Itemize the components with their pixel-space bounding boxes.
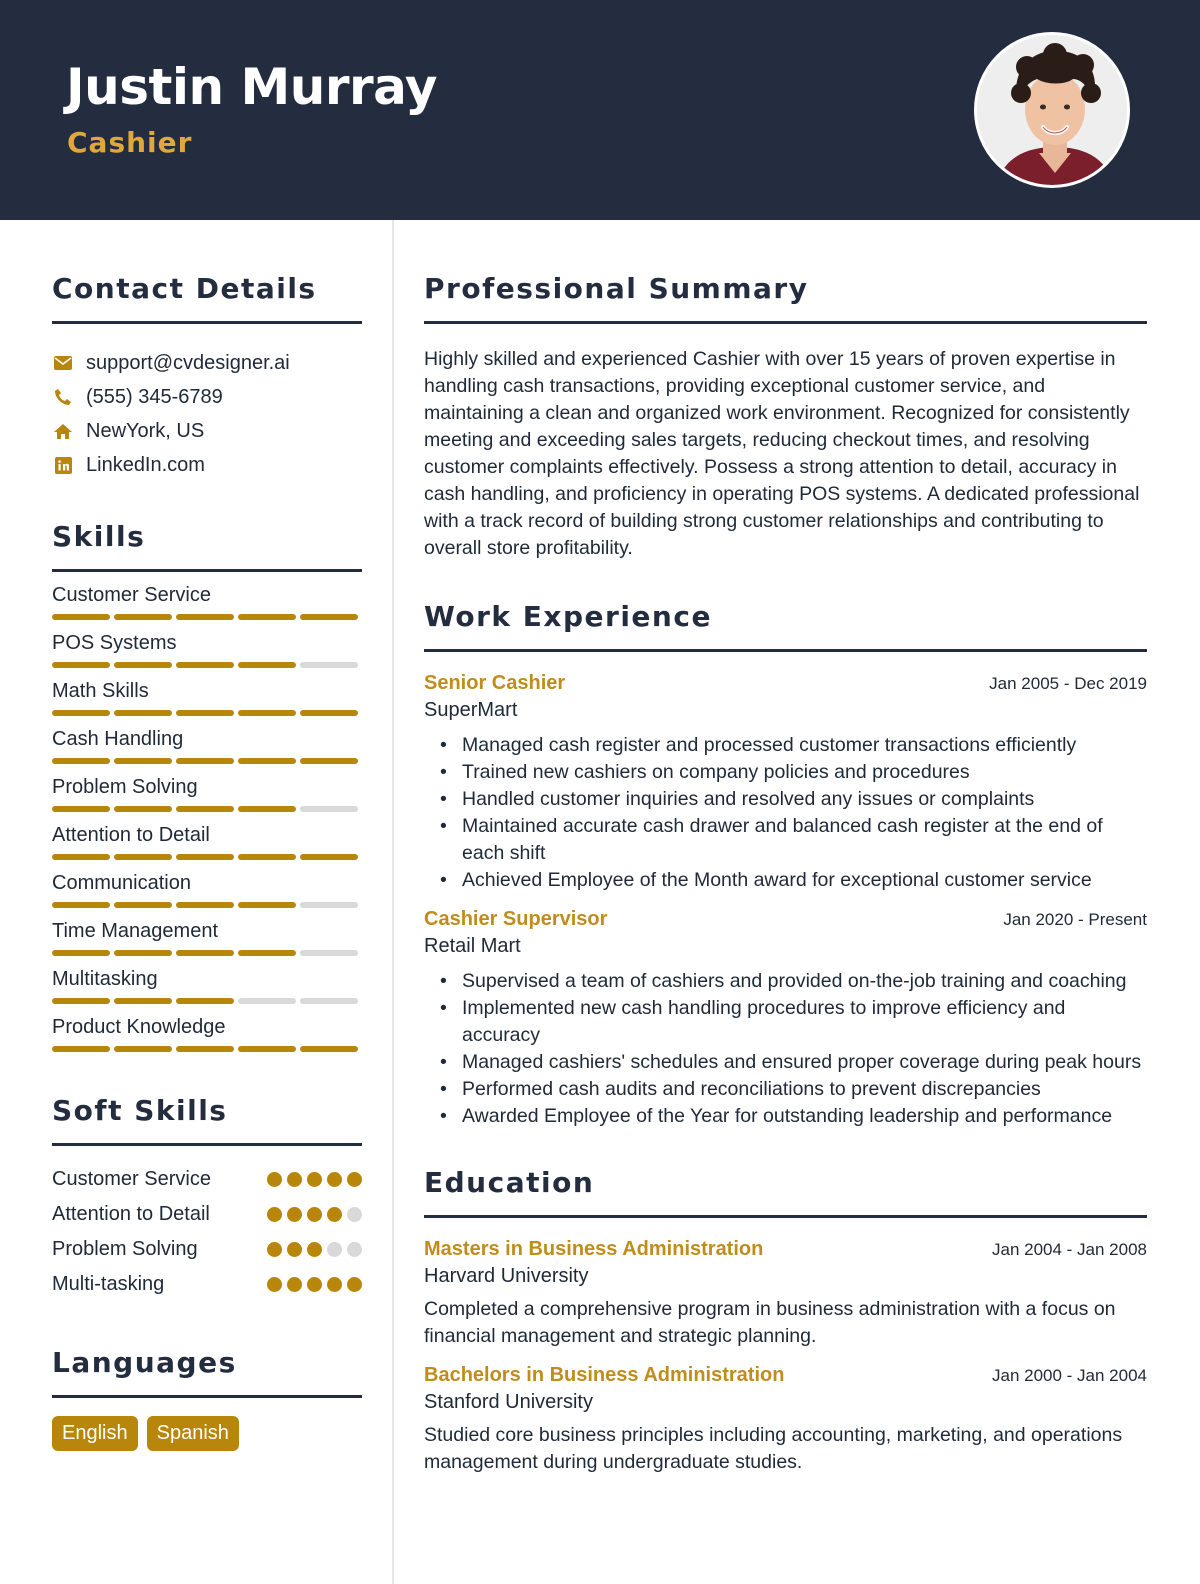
skill-level-segment bbox=[176, 998, 234, 1004]
skill-name: Time Management bbox=[52, 920, 218, 942]
soft-skill-name: Attention to Detail bbox=[52, 1203, 210, 1225]
rating-dot bbox=[327, 1207, 342, 1222]
linkedin-icon bbox=[52, 455, 74, 475]
skill-level-segment bbox=[176, 854, 234, 860]
school-name: Harvard University bbox=[424, 1265, 589, 1287]
education-description: Completed a comprehensive program in business administration with a focus on financial management and strategic planning. bbox=[424, 1298, 1116, 1347]
experience-section-title: Work Experience bbox=[424, 600, 712, 633]
skill-level-segment bbox=[114, 806, 172, 812]
soft-skill-name: Customer Service bbox=[52, 1168, 211, 1190]
languages-list bbox=[52, 1416, 362, 1451]
skills-section bbox=[52, 520, 362, 1052]
job-bullet: • Awarded Employee of the Year for outstanding leadership and performance bbox=[462, 1103, 1147, 1130]
skill-level-segment bbox=[238, 950, 296, 956]
skill-name: Customer Service bbox=[52, 584, 211, 606]
skill-level-bar bbox=[52, 758, 362, 764]
skill-level-segment bbox=[176, 1046, 234, 1052]
skills-list bbox=[52, 582, 362, 1052]
skill-level-segment bbox=[300, 614, 358, 620]
summary-section bbox=[424, 272, 1147, 562]
skill-level-segment bbox=[300, 950, 358, 956]
skill-name: POS Systems bbox=[52, 632, 177, 654]
skill-level-bar bbox=[52, 1046, 362, 1052]
job-bullet: • Achieved Employee of the Month award for exceptional customer service bbox=[462, 867, 1147, 894]
rating-dot bbox=[307, 1277, 322, 1292]
contact-section bbox=[52, 272, 362, 482]
skill-level-bar bbox=[52, 998, 362, 1004]
skill-level-segment bbox=[300, 998, 358, 1004]
section-rule bbox=[52, 1395, 362, 1398]
contact-item bbox=[52, 380, 362, 414]
skill-level-segment bbox=[176, 614, 234, 620]
job-date: Jan 2005 - Dec 2019 bbox=[989, 674, 1147, 693]
job-date: Jan 2020 - Present bbox=[1003, 910, 1147, 929]
rating-dot bbox=[347, 1242, 362, 1257]
job-bullet: • Implemented new cash handling procedures to improve efficiency and accuracy bbox=[462, 995, 1147, 1049]
soft-skill-name: Problem Solving bbox=[52, 1238, 198, 1260]
job-bullet: • Handled customer inquiries and resolved any issues or complaints bbox=[462, 786, 1147, 813]
skill-item bbox=[52, 774, 362, 812]
skill-level-bar bbox=[52, 902, 362, 908]
resume-header bbox=[0, 0, 1200, 220]
rating-dot bbox=[347, 1172, 362, 1187]
job-title: Senior Cashier bbox=[424, 672, 566, 694]
soft-skill-rating bbox=[267, 1277, 362, 1292]
skill-name: Problem Solving bbox=[52, 776, 198, 798]
rating-dot bbox=[307, 1207, 322, 1222]
rating-dot bbox=[267, 1172, 282, 1187]
education-date: Jan 2000 - Jan 2004 bbox=[991, 1366, 1147, 1385]
skill-item bbox=[52, 726, 362, 764]
section-rule bbox=[424, 321, 1147, 324]
skill-level-segment bbox=[238, 806, 296, 812]
soft-skills-section-title: Soft Skills bbox=[52, 1094, 228, 1127]
education-entry bbox=[424, 1364, 1147, 1476]
job-bullet: • Performed cash audits and reconciliations to prevent discrepancies bbox=[462, 1076, 1147, 1103]
profile-photo bbox=[974, 32, 1130, 188]
home-icon bbox=[52, 421, 74, 441]
job-entry bbox=[424, 908, 1147, 1130]
skill-level-segment bbox=[176, 758, 234, 764]
jobs-list bbox=[424, 672, 1147, 1130]
skill-level-bar bbox=[52, 950, 362, 956]
language-tag: English bbox=[52, 1416, 138, 1451]
skill-level-segment bbox=[238, 1046, 296, 1052]
job-company: SuperMart bbox=[424, 699, 518, 721]
job-header bbox=[424, 908, 1147, 931]
section-rule bbox=[52, 1143, 362, 1146]
skill-item bbox=[52, 822, 362, 860]
contact-text: NewYork, US bbox=[86, 419, 205, 442]
skill-level-bar bbox=[52, 662, 362, 668]
email-icon bbox=[52, 353, 74, 373]
job-bullet: • Trained new cashiers on company policies and procedures bbox=[462, 759, 1147, 786]
rating-dot bbox=[287, 1172, 302, 1187]
degree-title: Masters in Business Administration bbox=[424, 1238, 764, 1260]
skill-level-segment bbox=[300, 806, 358, 812]
skill-level-segment bbox=[238, 902, 296, 908]
experience-section bbox=[424, 600, 1147, 1130]
skill-level-segment bbox=[114, 902, 172, 908]
summary-text: Highly skilled and experienced Cashier with over 15 years of proven expertise in handling cash transactions, providing exceptional customer service, and maintaining a clean and organized work environment. Recognized for consistently meeting and exceeding sales targets, reducing checkout times, and resolving customer complaints effectively. Possess a strong attention to detail, accuracy in cash handling, and proficiency in operating POS systems. A dedicated professional with a track record of building strong customer relationships and contributing to overall store profitability. bbox=[424, 348, 1140, 559]
skill-level-segment bbox=[52, 902, 110, 908]
job-entry bbox=[424, 672, 1147, 894]
languages-section bbox=[52, 1346, 362, 1451]
job-company: Retail Mart bbox=[424, 935, 521, 957]
soft-skills-section bbox=[52, 1094, 362, 1302]
rating-dot bbox=[307, 1172, 322, 1187]
rating-dot bbox=[287, 1277, 302, 1292]
job-bullet: • Managed cashiers' schedules and ensured proper coverage during peak hours bbox=[462, 1049, 1147, 1076]
skill-level-segment bbox=[176, 902, 234, 908]
skill-level-segment bbox=[52, 950, 110, 956]
skill-item bbox=[52, 870, 362, 908]
languages-section-title: Languages bbox=[52, 1346, 237, 1379]
rating-dot bbox=[327, 1172, 342, 1187]
section-rule bbox=[52, 569, 362, 572]
candidate-title: Cashier bbox=[67, 126, 193, 159]
skill-level-segment bbox=[52, 1046, 110, 1052]
rating-dot bbox=[327, 1242, 342, 1257]
skill-level-segment bbox=[52, 614, 110, 620]
section-rule bbox=[424, 1215, 1147, 1218]
job-title: Cashier Supervisor bbox=[424, 908, 608, 930]
skill-name: Cash Handling bbox=[52, 728, 184, 750]
skill-item bbox=[52, 678, 362, 716]
soft-skill-item bbox=[52, 1162, 362, 1197]
skill-level-segment bbox=[238, 614, 296, 620]
left-column bbox=[52, 220, 362, 1451]
skill-name: Product Knowledge bbox=[52, 1016, 226, 1038]
rating-dot bbox=[347, 1207, 362, 1222]
skill-level-segment bbox=[300, 662, 358, 668]
school-name: Stanford University bbox=[424, 1391, 593, 1413]
job-bullet: • Managed cash register and processed customer transactions efficiently bbox=[462, 732, 1147, 759]
contact-item bbox=[52, 414, 362, 448]
skill-level-segment bbox=[52, 710, 110, 716]
skill-level-bar bbox=[52, 614, 362, 620]
soft-skill-rating bbox=[267, 1242, 362, 1257]
education-description: Studied core business principles including accounting, marketing, and operations management during undergraduate studies. bbox=[424, 1424, 1123, 1473]
job-bullet: • Maintained accurate cash drawer and balanced cash register at the end of each shift bbox=[462, 813, 1147, 867]
skill-level-segment bbox=[238, 710, 296, 716]
skill-level-segment bbox=[238, 998, 296, 1004]
skill-level-segment bbox=[300, 710, 358, 716]
soft-skill-item bbox=[52, 1197, 362, 1232]
soft-skills-list bbox=[52, 1162, 362, 1302]
skill-level-segment bbox=[176, 710, 234, 716]
contact-item[interactable] bbox=[52, 346, 362, 380]
rating-dot bbox=[327, 1277, 342, 1292]
skill-item bbox=[52, 1014, 362, 1052]
skill-level-segment bbox=[114, 998, 172, 1004]
contact-text: LinkedIn.com bbox=[86, 453, 205, 476]
skill-name: Attention to Detail bbox=[52, 824, 210, 846]
education-header bbox=[424, 1238, 1147, 1261]
skill-level-segment bbox=[238, 758, 296, 764]
rating-dot bbox=[347, 1277, 362, 1292]
education-date: Jan 2004 - Jan 2008 bbox=[991, 1240, 1147, 1259]
skill-level-bar bbox=[52, 806, 362, 812]
skill-level-segment bbox=[114, 950, 172, 956]
avatar-illustration bbox=[977, 35, 1130, 188]
section-rule bbox=[52, 321, 362, 324]
section-rule bbox=[424, 649, 1147, 652]
skill-level-segment bbox=[176, 806, 234, 812]
skill-level-segment bbox=[114, 614, 172, 620]
rating-dot bbox=[267, 1277, 282, 1292]
skill-level-segment bbox=[114, 854, 172, 860]
skill-item bbox=[52, 966, 362, 1004]
contact-text: (555) 345-6789 bbox=[86, 385, 223, 408]
contact-text: support@cvdesigner.ai bbox=[86, 351, 290, 374]
phone-icon bbox=[52, 387, 74, 407]
contact-section-title: Contact Details bbox=[52, 272, 317, 305]
skill-item bbox=[52, 630, 362, 668]
skill-level-bar bbox=[52, 710, 362, 716]
rating-dot bbox=[287, 1242, 302, 1257]
skill-name: Multitasking bbox=[52, 968, 158, 990]
skill-level-bar bbox=[52, 854, 362, 860]
soft-skill-item bbox=[52, 1267, 362, 1302]
skill-item bbox=[52, 918, 362, 956]
skill-level-segment bbox=[114, 710, 172, 716]
soft-skill-item bbox=[52, 1232, 362, 1267]
skill-name: Communication bbox=[52, 872, 191, 894]
education-entry bbox=[424, 1238, 1147, 1350]
skill-level-segment bbox=[52, 806, 110, 812]
skill-level-segment bbox=[52, 758, 110, 764]
skill-level-segment bbox=[176, 662, 234, 668]
skill-level-segment bbox=[176, 950, 234, 956]
contact-list bbox=[52, 346, 362, 482]
degree-title: Bachelors in Business Administration bbox=[424, 1364, 785, 1386]
skill-level-segment bbox=[114, 662, 172, 668]
skill-level-segment bbox=[300, 758, 358, 764]
skill-level-segment bbox=[238, 854, 296, 860]
education-header bbox=[424, 1364, 1147, 1387]
job-bullets bbox=[424, 968, 1147, 1130]
skill-level-segment bbox=[300, 854, 358, 860]
education-section-title: Education bbox=[424, 1166, 595, 1199]
job-header bbox=[424, 672, 1147, 695]
rating-dot bbox=[307, 1242, 322, 1257]
job-bullets bbox=[424, 732, 1147, 894]
skill-level-segment bbox=[114, 758, 172, 764]
skill-level-segment bbox=[52, 998, 110, 1004]
education-list bbox=[424, 1238, 1147, 1476]
rating-dot bbox=[267, 1242, 282, 1257]
skill-level-segment bbox=[52, 854, 110, 860]
skill-level-segment bbox=[238, 662, 296, 668]
education-section bbox=[424, 1166, 1147, 1476]
skill-level-segment bbox=[300, 902, 358, 908]
skill-item bbox=[52, 582, 362, 620]
skill-level-segment bbox=[114, 1046, 172, 1052]
job-bullet: • Supervised a team of cashiers and provided on-the-job training and coaching bbox=[462, 968, 1147, 995]
summary-section-title: Professional Summary bbox=[424, 272, 809, 305]
soft-skill-name: Multi-tasking bbox=[52, 1273, 165, 1295]
column-divider bbox=[392, 220, 394, 1584]
soft-skill-rating bbox=[267, 1207, 362, 1222]
rating-dot bbox=[267, 1207, 282, 1222]
contact-item[interactable] bbox=[52, 448, 362, 482]
skill-name: Math Skills bbox=[52, 680, 149, 702]
candidate-name: Justin Murray bbox=[66, 58, 437, 116]
skills-section-title: Skills bbox=[52, 520, 146, 553]
skill-level-segment bbox=[52, 662, 110, 668]
soft-skill-rating bbox=[267, 1172, 362, 1187]
language-tag: Spanish bbox=[147, 1416, 239, 1451]
rating-dot bbox=[287, 1207, 302, 1222]
skill-level-segment bbox=[300, 1046, 358, 1052]
right-column bbox=[424, 220, 1147, 1476]
